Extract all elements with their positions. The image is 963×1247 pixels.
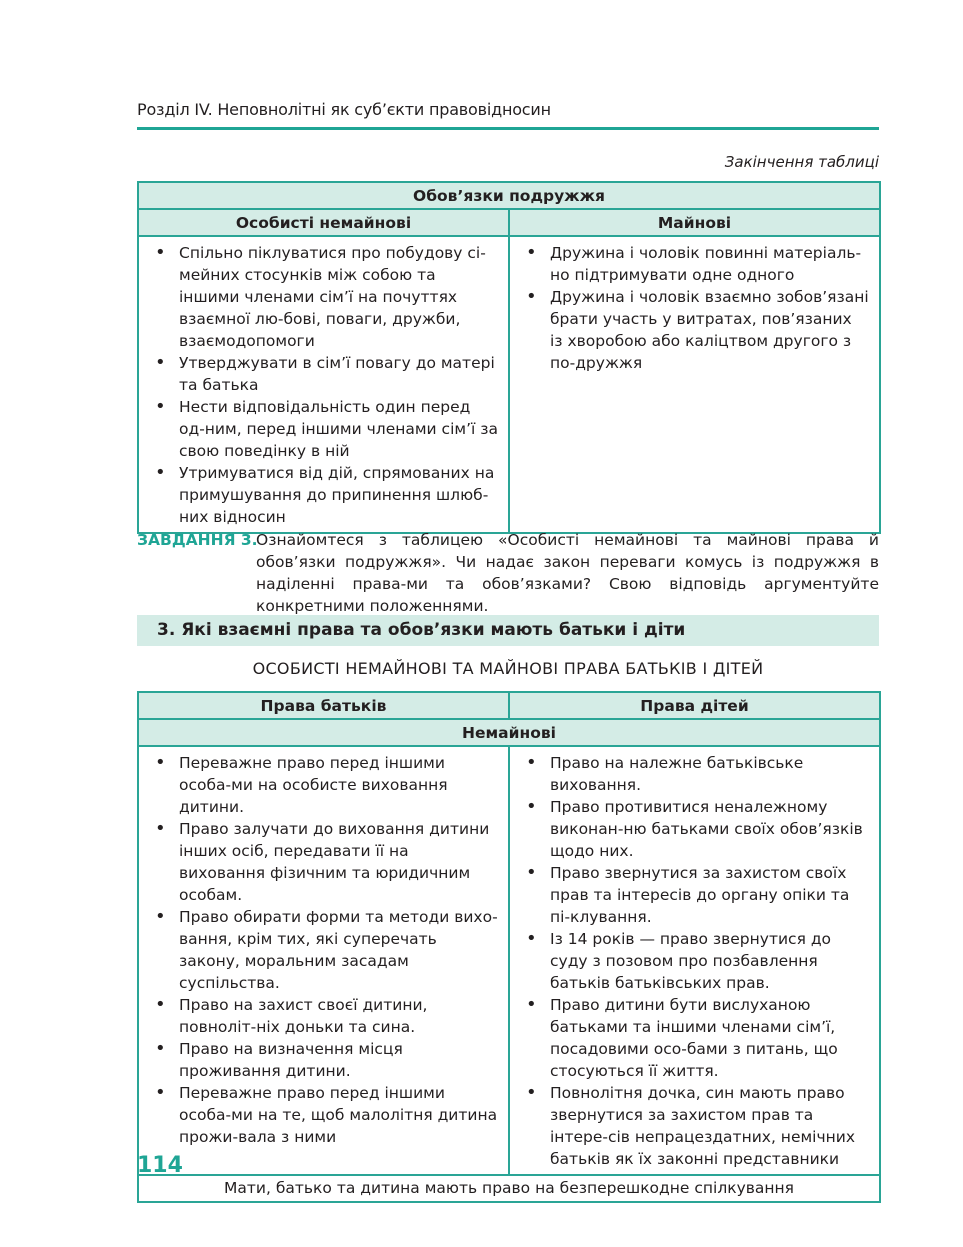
list-item: • Право на визначення місця проживання дитини. [155,1038,498,1082]
table-title: ОСОБИСТІ НЕМАЙНОВІ ТА МАЙНОВІ ПРАВА БАТЬКІВ І ДІТЕЙ [252,659,764,678]
personal-duties-cell [138,236,509,533]
table-heading: Обов’язки подружжя [138,182,880,209]
list-item: • Право на належне батьківське виховання. [526,752,869,796]
children-rights-cell [509,746,880,1175]
task-block [137,529,879,617]
subheader-non-property: Немайнові [138,719,880,746]
list-item: • Переважне право перед іншими особа-ми на особисте виховання дитини. [155,752,498,818]
parents-children-rights-table [137,691,881,1203]
chapter-header: Розділ IV. Неповнолітні як суб’єкти правовідносин [137,100,551,119]
property-duties-cell [509,236,880,533]
task-label: ЗАВДАННЯ 3. [137,531,258,549]
column-header-parents: Права батьків [138,692,509,719]
parents-rights-cell [138,746,509,1175]
spouse-duties-table [137,181,881,534]
list-item: • Утримуватися від дій, спрямованих на примушування до припинення шлюб-них відносин [155,462,498,528]
list-item: • Переважне право перед іншими особа-ми на те, щоб малолітня дитина прожи-вала з ними [155,1082,498,1148]
children-rights-list [526,752,869,1170]
property-duties-list [526,242,869,374]
table-continuation-caption: Закінчення таблиці [724,153,879,171]
column-header-children: Права дітей [509,692,880,719]
page-number: 114 [137,1153,183,1178]
list-item: • Дружина і чоловік взаємно зобов’язані брати участь у витратах, пов’язаних із хворобою або каліцтвом другого з по-дружжя [526,286,869,374]
list-item: • Право дитини бути вислуханою батьками та іншими членами сім’ї, посадовими осо-бами з питань, що стосуються її життя. [526,994,869,1082]
column-header-personal: Особисті немайнові [138,209,509,236]
list-item: • Нести відповідальність один перед од-ним, перед іншими членами сім’ї за свою поведінку в ній [155,396,498,462]
list-item: • Із 14 років — право звернутися до суду з позовом про позбавлення батьків батьківських прав. [526,928,869,994]
personal-duties-list [155,242,498,528]
list-item: • Право залучати до виховання дитини інших осіб, передавати її на виховання фізичним та юридичним особам. [155,818,498,906]
section-heading-bar [137,615,879,646]
table-footer-note: Мати, батько та дитина мають право на безперешкодне спілкування [138,1175,880,1202]
list-item: • Повнолітня дочка, син мають право звернутися за захистом прав та інтере-сів непрацездатних, немічних батьків як їх законні представники [526,1082,869,1170]
list-item: • Дружина і чоловік повинні матеріаль-но підтримувати одне одного [526,242,869,286]
task-text: Ознайомтеся з таблицею «Особисті немайнові та майнові права й обов’язки подружжя». Чи надає закон переваги комусь із подружжя в наділенні права-ми та обов’язками? Свою відповідь аргументуйте конкретними положеннями. [256,531,879,615]
list-item: • Право звернутися за захистом своїх прав та інтересів до органу опіки та пі-клування. [526,862,869,928]
list-item: • Право на захист своєї дитини, повноліт-ніх доньки та сина. [155,994,498,1038]
column-header-property: Майнові [509,209,880,236]
list-item: • Право противитися неналежному виконан-ню батьками своїх обов’язків щодо них. [526,796,869,862]
parents-rights-list [155,752,498,1148]
header-divider [137,127,879,130]
list-item: • Право обирати форми та методи вихо-вання, крім тих, які суперечать закону, моральним засадам суспільства. [155,906,498,994]
list-item: • Утверджувати в сім’ї повагу до матері та батька [155,352,498,396]
section-heading: 3. Які взаємні права та обов’язки мають батьки і діти [157,620,686,640]
list-item: • Спільно піклуватися про побудову сі-мейних стосунків між собою та іншими членами сім’ї на почуттях взаємної лю-бові, поваги, дружби, взаємодопомоги [155,242,498,352]
